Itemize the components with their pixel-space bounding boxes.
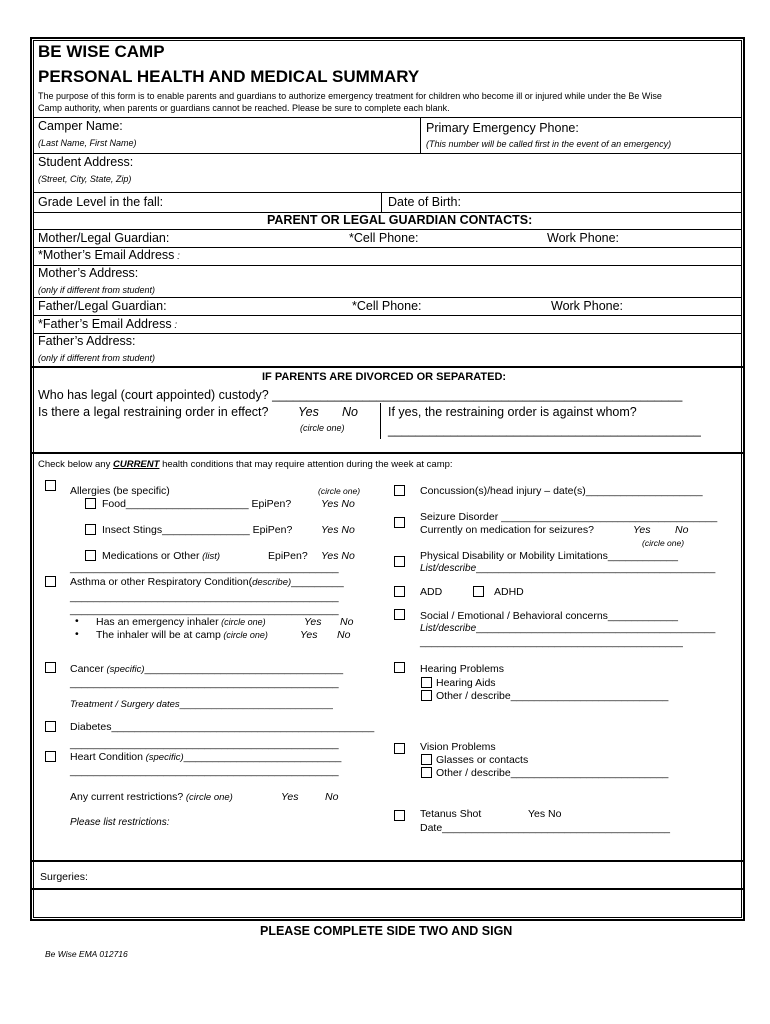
inhaler-emergency-circle: (circle one) — [218, 617, 266, 627]
seizure-checkbox[interactable] — [394, 517, 405, 528]
diabetes-label: Diabetes_____________________________________________ — [70, 721, 375, 733]
concussion-label: Concussion(s)/head injury – date(s)____________________ — [420, 485, 703, 497]
surgeries-label: Surgeries: — [40, 871, 88, 883]
heart-checkbox[interactable] — [45, 751, 56, 762]
restraining-against-label: If yes, the restraining order is against whom? — [388, 405, 637, 419]
father-email-label — [38, 317, 177, 331]
cancer-blank[interactable]: __________________________________ — [144, 663, 344, 675]
purpose-text-2: Camp authority, when parents or guardians cannot be reached. Please be sure to complete each blank. — [38, 103, 450, 113]
medications-label — [102, 550, 220, 562]
primary-phone-hint: (This number will be called first in the event of an emergency) — [426, 139, 672, 149]
section-divider — [30, 366, 745, 368]
student-address-hint: (Street, City, State, Zip) — [38, 174, 132, 184]
physical-describe — [420, 563, 715, 574]
guardian-heading: PARENT OR LEGAL GUARDIAN CONTACTS: — [267, 213, 533, 227]
glasses-label: Glasses or contacts — [436, 754, 529, 766]
heart-blank[interactable]: ___________________________ — [183, 751, 342, 763]
insect-yes-no[interactable]: Yes No — [321, 524, 355, 536]
form-code: Be Wise EMA 012716 — [45, 949, 128, 959]
cancer-specific: (specific) — [103, 664, 145, 675]
medications-text: Medications or Other — [102, 550, 200, 562]
tetanus-checkbox[interactable] — [394, 810, 405, 821]
vision-other-text: Other / describe — [436, 767, 511, 779]
tetanus-label: Tetanus Shot — [420, 808, 482, 820]
father-cell-label: *Cell Phone: — [352, 299, 422, 313]
divider — [33, 153, 742, 154]
custody-question: Who has legal (court appointed) custody? ___________________________________________________________ — [38, 388, 683, 402]
father-label: Father/Legal Guardian: — [38, 299, 167, 313]
divider — [33, 229, 742, 230]
divider — [33, 333, 742, 334]
inhaler-bullet-1: • — [75, 615, 79, 627]
asthma-blank-2[interactable]: ______________________________________________ — [70, 604, 339, 616]
dob-label: Date of Birth: — [388, 195, 461, 209]
inhaler-emergency-label — [96, 616, 266, 628]
cancer-text: Cancer — [70, 663, 104, 675]
seizure-meds-yes[interactable]: Yes — [633, 524, 651, 536]
restraining-against-blank[interactable]: _____________________________________________ — [388, 423, 701, 437]
diabetes-checkbox[interactable] — [45, 721, 56, 732]
mother-label: Mother/Legal Guardian: — [38, 231, 170, 245]
divorce-heading: IF PARENTS ARE DIVORCED OR SEPARATED: — [262, 371, 507, 383]
medications-yes-no[interactable]: Yes No — [321, 550, 355, 562]
divider — [381, 192, 382, 212]
asthma-label — [70, 576, 344, 588]
divider — [420, 117, 421, 153]
vision-other-checkbox[interactable] — [421, 767, 432, 778]
form-title-camp: BE WISE CAMP — [38, 42, 165, 61]
restrictions-circle: (circle one) — [183, 792, 233, 803]
food-yes-no[interactable]: Yes No — [321, 498, 355, 510]
inhaler-bullet-2: • — [75, 628, 79, 640]
vision-other-label — [436, 767, 668, 779]
adhd-label: ADHD — [494, 586, 524, 598]
tetanus-yes-no[interactable]: Yes No — [528, 808, 562, 820]
conditions-intro — [38, 459, 453, 470]
inhaler-camp-text: The inhaler will be at camp — [96, 629, 221, 641]
camper-name-hint: (Last Name, First Name) — [38, 138, 137, 148]
asthma-checkbox[interactable] — [45, 576, 56, 587]
insect-checkbox[interactable] — [85, 524, 96, 535]
seizure-meds-label: Currently on medication for seizures? — [420, 524, 594, 536]
vision-other-blank[interactable]: ___________________________ — [510, 767, 669, 779]
physical-describe-text: List/describe — [420, 563, 477, 574]
restraining-yes[interactable]: Yes — [298, 405, 319, 419]
asthma-blank-1[interactable]: ______________________________________________ — [70, 591, 339, 603]
mother-cell-label: *Cell Phone: — [349, 231, 419, 245]
hearing-checkbox[interactable] — [394, 662, 405, 673]
form-title-summary: PERSONAL HEALTH AND MEDICAL SUMMARY — [38, 67, 420, 86]
insect-label: Insect Stings_______________ EpiPen? — [102, 524, 293, 536]
intro-current: CURRENT — [112, 459, 160, 470]
intro-post: health conditions that may require attention during the week at camp: — [159, 459, 453, 470]
social-describe — [420, 623, 715, 634]
physical-label: Physical Disability or Mobility Limitations____________ — [420, 550, 678, 562]
cancer-label — [70, 663, 343, 675]
social-checkbox[interactable] — [394, 609, 405, 620]
divider — [33, 265, 742, 266]
cancer-blank-2[interactable]: ______________________________________________ — [70, 677, 339, 689]
food-label: Food_____________________ EpiPen? — [102, 498, 292, 510]
inner-border — [33, 40, 742, 918]
complete-side-two: PLEASE COMPLETE SIDE TWO AND SIGN — [260, 924, 513, 938]
diabetes-blank[interactable]: ______________________________________________ — [70, 738, 339, 750]
food-checkbox[interactable] — [85, 498, 96, 509]
seizure-meds-no[interactable]: No — [675, 524, 689, 536]
intro-pre: Check below any — [38, 459, 113, 470]
seizure-label: Seizure Disorder _____________________________________ — [420, 511, 718, 523]
divider — [33, 315, 742, 316]
student-address-label: Student Address: — [38, 155, 134, 169]
section-divider — [30, 888, 745, 890]
cancer-checkbox[interactable] — [45, 662, 56, 673]
inhaler-camp-yes[interactable]: Yes — [300, 629, 318, 641]
vision-label: Vision Problems — [420, 741, 496, 753]
restrictions-text: Any current restrictions? — [70, 791, 184, 803]
add-label: ADD — [420, 586, 443, 598]
mother-address-label: Mother’s Address: — [38, 266, 139, 280]
vision-checkbox[interactable] — [394, 743, 405, 754]
heart-specific: (specific) — [142, 752, 184, 763]
mother-email-colon: : — [174, 251, 180, 262]
social-label: Social / Emotional / Behavioral concerns____________ — [420, 610, 679, 622]
primary-phone-label: Primary Emergency Phone: — [426, 121, 579, 135]
medications-checkbox[interactable] — [85, 550, 96, 561]
social-describe-text: List/describe — [420, 623, 477, 634]
restrictions-label — [70, 791, 233, 803]
section-divider — [30, 860, 745, 862]
hearing-other-label — [436, 690, 668, 702]
adhd-checkbox[interactable] — [473, 586, 484, 597]
treatment-label — [70, 699, 333, 710]
father-address-hint: (only if different from student) — [38, 353, 156, 363]
physical-checkbox[interactable] — [394, 556, 405, 567]
medications-list: (list) — [199, 551, 221, 562]
father-email-text: *Father’s Email Address — [38, 317, 172, 331]
hearing-other-text: Other / describe — [436, 690, 511, 702]
father-work-label: Work Phone: — [551, 299, 624, 313]
divider — [33, 297, 742, 298]
inhaler-emergency-yes[interactable]: Yes — [304, 616, 322, 628]
inhaler-camp-label — [96, 629, 268, 641]
heart-text: Heart Condition — [70, 751, 143, 763]
treatment-text: Treatment / Surgery dates — [70, 699, 180, 710]
mother-email-label — [38, 248, 180, 262]
allergies-circle-hint: (circle one) — [318, 486, 361, 496]
restraining-circle-hint: (circle one) — [300, 423, 345, 433]
divider — [33, 117, 742, 118]
social-blank-2[interactable]: _____________________________________________ — [420, 636, 683, 648]
mother-email-text: *Mother’s Email Address — [38, 248, 175, 262]
asthma-describe: describe) — [252, 577, 292, 588]
inhaler-emergency-no[interactable]: No — [340, 616, 354, 628]
mother-address-hint: (only if different from student) — [38, 285, 156, 295]
medications-epipen: EpiPen? — [268, 550, 308, 562]
hearing-label: Hearing Problems — [420, 663, 505, 675]
physical-describe-blank[interactable]: ___________________________________________ — [476, 563, 716, 574]
section-divider — [30, 452, 745, 454]
inhaler-camp-circle: (circle one) — [220, 630, 268, 640]
restraining-no[interactable]: No — [342, 405, 358, 419]
asthma-text: Asthma or other Respiratory Condition( — [70, 576, 253, 588]
allergies-checkbox[interactable] — [45, 480, 56, 491]
camper-name-label: Camper Name: — [38, 119, 123, 133]
treatment-blank[interactable]: _____________________________ — [179, 699, 333, 710]
inhaler-emergency-text: Has an emergency inhaler — [96, 616, 219, 628]
add-checkbox[interactable] — [394, 586, 405, 597]
seizure-circle-hint: (circle one) — [642, 538, 685, 548]
heart-label — [70, 751, 341, 763]
grade-level-label: Grade Level in the fall: — [38, 195, 164, 209]
purpose-text-1: The purpose of this form is to enable parents and guardians to authorize emergency treatment for children who become ill or injured while under the Be Wise — [38, 91, 662, 101]
hearing-other-checkbox[interactable] — [421, 690, 432, 701]
father-address-label: Father’s Address: — [38, 334, 136, 348]
restrictions-no[interactable]: No — [325, 791, 339, 803]
allergies-label: Allergies (be specific) — [70, 485, 170, 497]
hearing-aids-checkbox[interactable] — [421, 677, 432, 688]
list-restrictions-label: Please list restrictions: — [70, 817, 170, 828]
divider — [33, 192, 742, 193]
social-describe-blank[interactable]: ___________________________________________ — [476, 623, 716, 634]
father-email-colon: : — [171, 320, 178, 331]
concussion-checkbox[interactable] — [394, 485, 405, 496]
heart-blank-2[interactable]: ______________________________________________ — [70, 765, 339, 777]
hearing-other-blank[interactable]: ___________________________ — [510, 690, 669, 702]
hearing-aids-label: Hearing Aids — [436, 677, 496, 689]
medications-blank[interactable]: ______________________________________________ — [70, 562, 339, 574]
asthma-blank[interactable]: _________ — [291, 576, 344, 588]
restraining-question: Is there a legal restraining order in effect? — [38, 405, 269, 419]
mother-work-label: Work Phone: — [547, 231, 620, 245]
glasses-checkbox[interactable] — [421, 754, 432, 765]
divider — [380, 403, 381, 439]
tetanus-date[interactable]: Date_______________________________________ — [420, 822, 670, 834]
restrictions-yes[interactable]: Yes — [281, 791, 299, 803]
inhaler-camp-no[interactable]: No — [337, 629, 351, 641]
